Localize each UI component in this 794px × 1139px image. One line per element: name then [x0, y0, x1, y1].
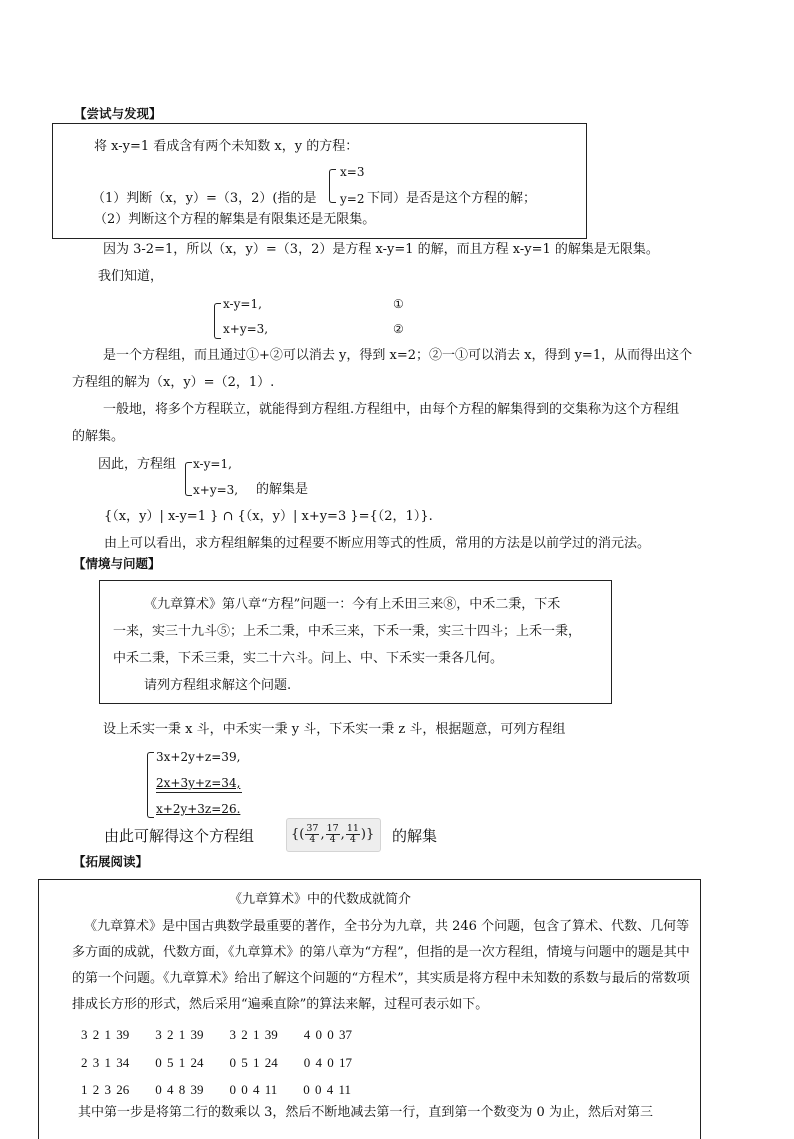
solution-set-box: {( $\frac{37}{4}$ , $\frac{17}{4}$ , $\frac{11}{4}$ )}: [286, 818, 381, 852]
problem-line: 一来，实三十九斗⑤；上禾二秉，中禾三来，下禾一秉，实三十四斗；上禾一秉，: [113, 624, 582, 639]
equation: x+2y+3z=26.: [156, 802, 241, 816]
section-heading-situation: 【情境与问题】: [73, 556, 161, 571]
paragraph: 是一个方程组，而且通过①+②可以消去 y，得到 x=2；②一①可以消去 x，得到 y=1，从而得出这个: [103, 348, 693, 363]
system-x: x=3: [340, 165, 365, 179]
box-line-1: 将 x-y=1 看成含有两个未知数 x，y 的方程：: [94, 139, 359, 154]
problem-line: 《九章算术》第八章“方程”问题一：今有上禾田三来⑧，中禾二秉，下禾: [144, 597, 561, 612]
brace: [147, 752, 154, 818]
equation: 3x+2y+z=39,: [156, 750, 241, 764]
paragraph: 的解集是: [256, 482, 309, 497]
matrix-row: 3 2 1 39 3 2 1 39 3 2 1 39 4 0 0 37: [81, 1027, 353, 1042]
problem-line: 请列方程组求解这个问题.: [144, 678, 292, 693]
fraction-y: $\frac{17}{4}$: [326, 823, 339, 845]
equation: x-y=1,: [193, 457, 232, 471]
section-heading-reading: 【拓展阅读】: [73, 854, 149, 869]
paragraph: 因为 3-2=1，所以（x，y）=（3，2）是方程 x-y=1 的解，而且方程 x-y=1 的解集是无限集。: [103, 242, 659, 257]
reading-paragraph: 《九章算术》是中国古典数学最重要的著作，全书分为九章，共 246 个问题，包含了算术、代数、几何等多方面的成就，代数方面，《九章算术》的第八章为“方程”，但指的是一次方程组，情境与问题中的题是其中的第一个问题。《九章算术》给出了解这个问题的“方程术”，其实质是将方程中未知数的系数与最后的常数项排成长方形的形式，然后采用“遍乘直除”的算法来解，过程可表示如下。: [72, 919, 690, 1012]
solution-text-start: 由此可解得这个方程组: [104, 827, 255, 845]
solution-text-end: 的解集: [392, 827, 438, 845]
equation: x+y=3,: [223, 322, 269, 336]
system-y: y=2: [340, 192, 365, 206]
brace: [214, 303, 221, 339]
paragraph: 因此，方程组: [98, 457, 177, 472]
matrix-row: 1 2 3 26 0 4 8 39 0 0 4 11 0 0 4 11: [81, 1082, 352, 1097]
paragraph: 我们知道，: [98, 269, 164, 284]
reading-last-line: 其中第一步是将第二行的数乘以 3，然后不断地减去第一行，直到第一个数变为 0 为止，然后对第三: [78, 1105, 653, 1120]
paragraph: 方程组的解为（x，y）=（2，1）.: [72, 375, 275, 390]
paragraph: 一般地，将多个方程联立，就能得到方程组.方程组中，由每个方程的解集得到的交集称为这个方程组: [103, 402, 680, 417]
question-2: （2）判断这个方程的解集是有限集还是无限集。: [94, 212, 376, 227]
question-1-start: （1）判断（x，y）=（3，2）(指的是: [92, 191, 317, 206]
section-heading-try: 【尝试与发现】: [74, 106, 162, 121]
equation-mark: ②: [393, 322, 404, 336]
fraction-x: $\frac{37}{4}$: [306, 823, 319, 845]
brace: [185, 462, 192, 496]
fraction-z: $\frac{11}{4}$: [346, 823, 359, 845]
equation-mark: ①: [393, 297, 404, 311]
paragraph: 设上禾实一秉 x 斗，中禾实一秉 y 斗，下禾实一秉 z 斗，根据题意，可列方程组: [103, 722, 566, 737]
equation: x-y=1,: [223, 297, 262, 311]
reading-title: 《九章算术》中的代数成就简介: [229, 892, 412, 907]
problem-line: 中禾二秉，下禾三秉，实二十六斗。问上、中、下禾实一秉各几何。: [113, 651, 504, 666]
paragraph: 由上可以看出，求方程组解集的过程要不断应用等式的性质，常用的方法是以前学过的消元法。: [104, 536, 651, 551]
brace: [329, 169, 336, 203]
underline-rule: [156, 792, 242, 793]
equation: x+y=3,: [193, 483, 239, 497]
solution-set: {（x，y）| x-y=1 } ∩ {（x，y）| x+y=3 }={（2，1）}.: [104, 509, 433, 524]
paragraph: 的解集。: [72, 429, 125, 444]
question-1-end: 下同）是否是这个方程的解；: [367, 191, 537, 206]
matrix-row: 2 3 1 34 0 5 1 24 0 5 1 24 0 4 0 17: [81, 1055, 353, 1070]
equation: 2x+3y+z=34,: [156, 776, 241, 790]
